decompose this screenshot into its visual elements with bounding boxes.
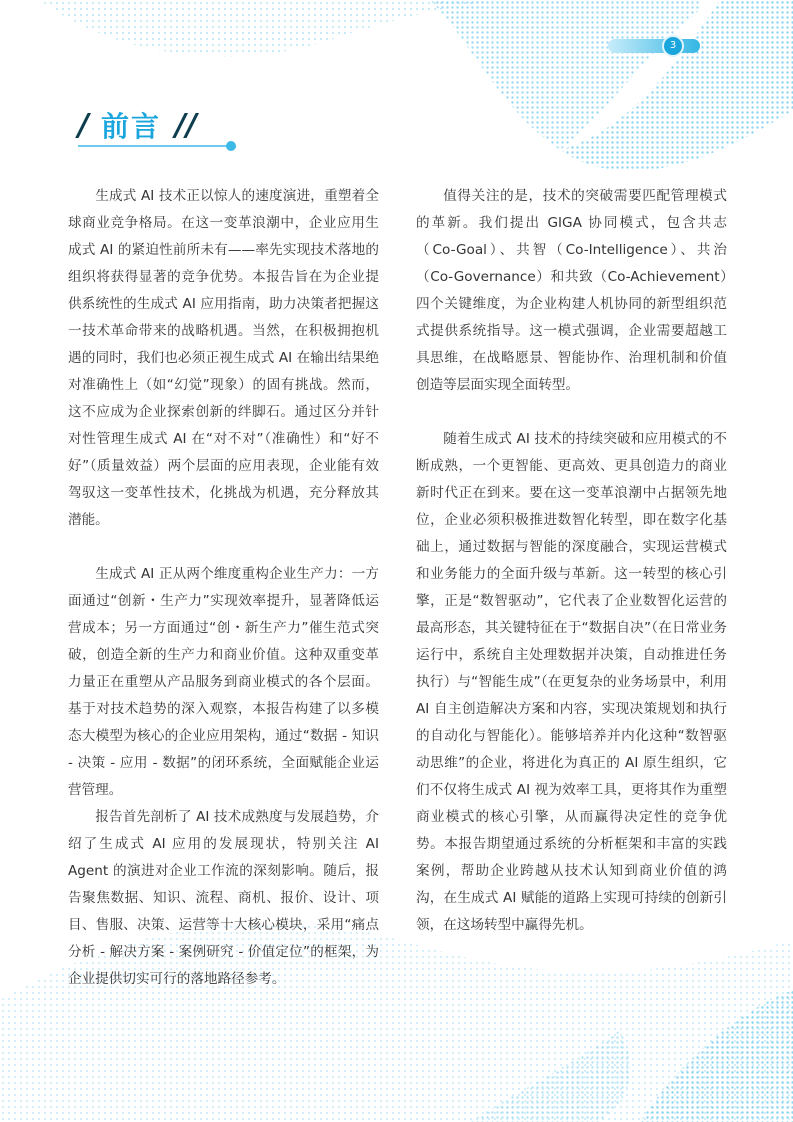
heading-slash-left: / <box>78 107 89 143</box>
page-title: 前言 <box>100 110 161 143</box>
paragraph: 生成式 AI 正从两个维度重构企业生产力：一方面通过“创新・生产力”实现效率提升，显著降低运营成本；另一方面通过“创・新生产力”催生范式突破，创造全新的生产力和商业价值。这种双重变革力量正在重塑从产品服务到商业模式的各个层面。基于对技术趋势的深入观察，本报告构建了以多模态大模型为核心的企业应用架构，通过“数据 - 知识 - 决策 - 应用 - 数据”的闭环系统，全面赋能企业运营管理。 <box>68 566 379 798</box>
page-number: 3 <box>662 35 684 57</box>
right-column <box>416 183 727 939</box>
heading-underline <box>78 145 230 147</box>
left-column <box>68 183 379 993</box>
paragraph: 报告首先剖析了 AI 技术成熟度与发展趋势，介绍了生成式 AI 应用的发展现状，特别关注 AI Agent 的演进对企业工作流的深刻影响。随后，报告聚焦数据、知识、流程、商机、报价、设计、项目、售服、决策、运营等十大核心模块，采用“痛点分析 - 解决方案 - 案例研究 - 价值定位”的框架，为企业提供切实可行的落地路径参考。 <box>68 809 379 987</box>
heading-underline-dot <box>226 141 236 151</box>
page-number-bar <box>608 39 700 53</box>
paragraph: 生成式 AI 技术正以惊人的速度演进，重塑着全球商业竞争格局。在这一变革浪潮中，企业应用生成式 AI 的紧迫性前所未有——率先实现技术落地的组织将获得显著的竞争优势。本报告旨在为企业提供系统性的生成式 AI 应用指南，助力决策者把握这一技术革命带来的战略机遇。当然，在积极拥抱机遇的同时，我们也必须正视生成式 AI 在输出结果绝对准确性上（如“幻觉”现象）的固有挑战。然而，这不应成为企业探索创新的绊脚石。通过区分并针对性管理生成式 AI 在“对不对”（准确性）和“好不好”（质量效益）两个层面的应用表现，企业能有效驾驭这一变革性技术，化挑战为机遇，充分释放其潜能。 <box>68 188 379 528</box>
paragraph: 值得关注的是，技术的突破需要匹配管理模式的革新。我们提出 GIGA 协同模式，包含共志（Co-Goal）、共智（Co-Intelligence）、共治（Co-Governance）和共致（Co-Achievement）四个关键维度，为企业构建人机协同的新型组织范式提供系统指导。这一模式强调，企业需要超越工具思维，在战略愿景、智能协作、治理机制和价值创造等层面实现全面转型。 <box>416 188 727 393</box>
paragraph: 随着生成式 AI 技术的持续突破和应用模式的不断成熟，一个更智能、更高效、更具创造力的商业新时代正在到来。要在这一变革浪潮中占据领先地位，企业必须积极推进数智化转型，即在数字化基础上，通过数据与智能的深度融合，实现运营模式和业务能力的全面升级与革新。这一转型的核心引擎，正是“数智驱动”，它代表了企业数智化运营的最高形态，其关键特征在于“数据自决”（在日常业务运行中，系统自主处理数据并决策，自动推进任务执行）与“智能生成”（在更复杂的业务场景中，利用 AI 自主创造解决方案和内容，实现决策规划和执行的自动化与智能化）。能够培养并内化这种“数智驱动思维”的企业，将进化为真正的 AI 原生组织，它们不仅将生成式 AI 视为效率工具，更将其作为重塑商业模式的核心引擎，从而赢得决定性的竞争优势。本报告期望通过系统的分析框架和丰富的实践案例，帮助企业跨越从技术认知到商业价值的鸿沟，在生成式 AI 赋能的道路上实现可持续的创新引领，在这场转型中赢得先机。 <box>416 431 727 933</box>
heading-slash-right: // <box>174 107 197 143</box>
section-heading <box>78 108 197 142</box>
